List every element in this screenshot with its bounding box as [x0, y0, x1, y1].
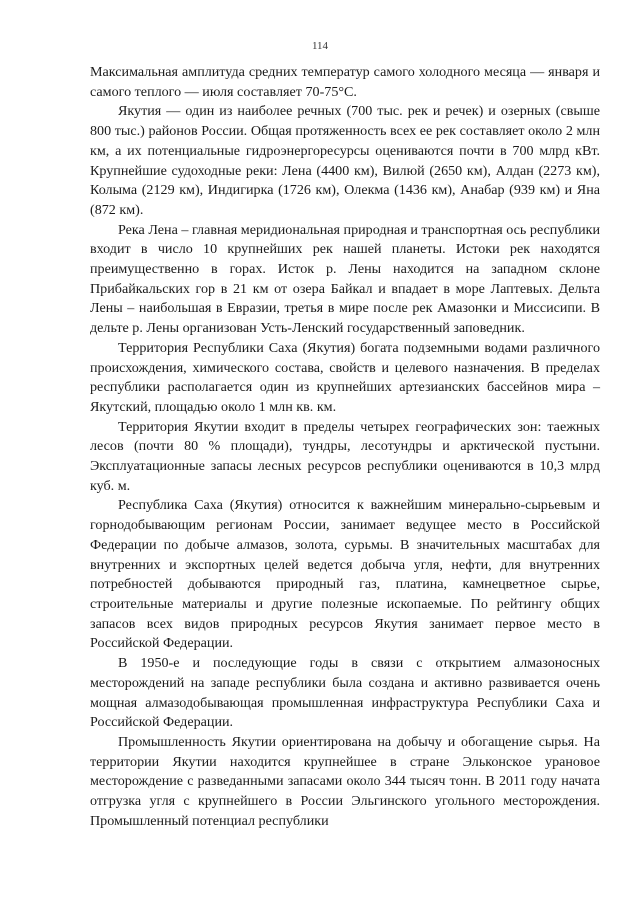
paragraph-zones: Территория Якутии входит в пределы четырех географических зон: таежных лесов (почти 80 % площади), тундры, лесотундры и арктической пустыни. Эксплуатационные запасы лесных ресурсов республики оцениваются в 10,3 млрд куб. м.: [90, 418, 600, 494]
paragraph-climate: Максимальная амплитуда средних температур самого холодного месяца — января и самого теплого — июля составляет 70-75°С.: [90, 64, 600, 100]
paragraph-diamonds: В 1950-е и последующие годы в связи с открытием алмазоносных месторождений на западе республики была создана и активно развивается очень мощная алмазодобывающая промышленная инфраструктура Республики Саха и Российской Федерации.: [90, 655, 600, 731]
page-number: 114: [311, 40, 329, 52]
document-body: [90, 63, 600, 831]
paragraph-minerals: Республика Саха (Якутия) относится к важнейшим минерально-сырьевым и горнодобывающим регионам России, занимает ведущее место в Российской Федерации по добыче алмазов, золота, сурьмы. В значительных масштабах для внутренних и экспортных целей ведется добыча угля, нефти, для внутренних потребностей добываются природный газ, платина, камнецветное сырье, строительные материалы и другие полезные ископаемые. По рейтингу общих запасов всех видов природных ресурсов Якутия занимает первое место в Российской Федерации.: [90, 497, 600, 652]
paragraph-lena: Река Лена – главная меридиональная природная и транспортная ось республики входит в число 10 крупнейших рек нашей планеты. Истоки рек находятся преимущественно в горах. Исток р. Лены находится на западном склоне Прибайкальских гор в 21 км от озера Байкал и впадает в море Лаптевых. Дельта Лены – наибольшая в Евразии, третья в мире после рек Амазонки и Миссисипи. В дельте р. Лены организован Усть-Ленский государственный заповедник.: [90, 221, 600, 337]
paragraph-industry: Промышленность Якутии ориентирована на добычу и обогащение сырья. На территории Якутии находится крупнейшее в стране Эльконское урановое месторождение с разведанными запасами около 344 тысяч тонн. В 2011 году начата отгрузка угля с крупнейшего в России Эльгинского угольного месторождения. Промышленный потенциал республики: [90, 733, 600, 829]
paragraph-groundwater: Территория Республики Саха (Якутия) богата подземными водами различного происхождения, химического состава, свойств и целевого назначения. В пределах республики располагается один из крупнейших артезианских бассейнов мира – Якутский, площадью около 1 млн кв. км.: [90, 339, 600, 415]
paragraph-rivers: Якутия — один из наиболее речных (700 тыс. рек и речек) и озерных (свыше 800 тыс.) районов России. Общая протяженность всех ее рек составляет около 2 млн км, а их потенциальные гидроэнергоресурсы оцениваются почти в 700 млрд кВт. Крупнейшие судоходные реки: Лена (4400 км), Вилюй (2650 км), Алдан (2273 км), Колыма (2129 км), Индигирка (1726 км), Олекма (1436 км), Анабар (939 км) и Яна (872 км).: [90, 103, 600, 218]
